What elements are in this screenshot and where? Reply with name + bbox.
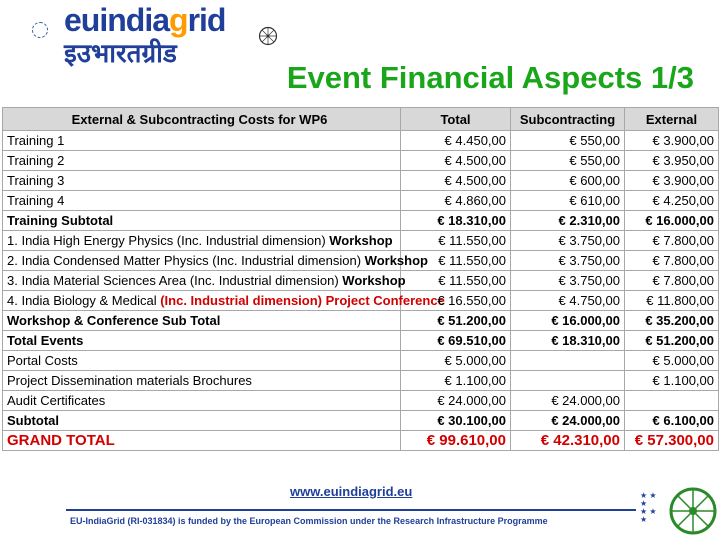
row-subcontracting: € 4.750,00 [511, 291, 625, 311]
row-subcontracting: € 3.750,00 [511, 251, 625, 271]
table-row [3, 351, 719, 371]
row-external: € 4.250,00 [625, 191, 719, 211]
row-subcontracting: € 18.310,00 [511, 331, 625, 351]
row-label: Training Subtotal [3, 211, 401, 231]
row-subcontracting: € 2.310,00 [511, 211, 625, 231]
row-label-event-type: (Inc. Industrial dimension) Project Conference [160, 293, 445, 308]
column-header-external: External [625, 108, 719, 131]
row-total: € 51.200,00 [401, 311, 511, 331]
logo-text-english: euindiagrid [64, 2, 226, 38]
row-external: € 6.100,00 [625, 411, 719, 431]
table-row-total-events [3, 331, 719, 351]
row-external: € 51.200,00 [625, 331, 719, 351]
row-subcontracting [511, 371, 625, 391]
row-total: € 4.500,00 [401, 171, 511, 191]
row-label: Subtotal [3, 411, 401, 431]
row-total: € 4.500,00 [401, 151, 511, 171]
table-row [3, 391, 719, 411]
table-row [3, 291, 719, 311]
row-total: € 18.310,00 [401, 211, 511, 231]
column-header-description: External & Subcontracting Costs for WP6 [3, 108, 401, 131]
table-row [3, 371, 719, 391]
row-subcontracting: € 24.000,00 [511, 411, 625, 431]
row-label: Training 3 [3, 171, 401, 191]
table-row [3, 191, 719, 211]
table-row-workshop-subtotal [3, 311, 719, 331]
row-label-text: 2. India Condensed Matter Physics (Inc. Industrial dimension) [7, 253, 365, 268]
table-row [3, 271, 719, 291]
table-row-training-subtotal [3, 211, 719, 231]
table-row [3, 231, 719, 251]
row-label [3, 271, 406, 291]
row-total: € 5.000,00 [401, 351, 511, 371]
row-external: € 1.100,00 [625, 371, 719, 391]
row-label-text: 1. India High Energy Physics (Inc. Industrial dimension) [7, 233, 330, 248]
row-label-event-type: Workshop [342, 273, 406, 288]
row-label: Portal Costs [3, 351, 401, 371]
row-label: GRAND TOTAL [3, 431, 401, 451]
table-row [3, 171, 719, 191]
row-subcontracting: € 610,00 [511, 191, 625, 211]
row-external: € 7.800,00 [625, 251, 719, 271]
row-subcontracting: € 16.000,00 [511, 311, 625, 331]
row-label [3, 291, 445, 311]
table-row [3, 251, 719, 271]
row-external: € 11.800,00 [625, 291, 719, 311]
row-subcontracting: € 600,00 [511, 171, 625, 191]
row-total: € 99.610,00 [401, 431, 511, 451]
row-subcontracting: € 3.750,00 [511, 271, 625, 291]
website-link[interactable]: www.euindiagrid.eu [290, 484, 413, 499]
row-label: Project Dissemination materials Brochures [3, 371, 401, 391]
row-external: € 7.800,00 [625, 271, 719, 291]
row-label [3, 231, 401, 251]
row-subcontracting: € 24.000,00 [511, 391, 625, 411]
row-subcontracting: € 3.750,00 [511, 231, 625, 251]
row-external: € 3.950,00 [625, 151, 719, 171]
row-external: € 3.900,00 [625, 131, 719, 151]
row-external: € 16.000,00 [625, 211, 719, 231]
logo-text-hindi: इउभारतग्रीड [64, 38, 177, 68]
row-label [3, 251, 428, 271]
table-row [3, 151, 719, 171]
ashoka-chakra-icon [258, 26, 278, 46]
table-header-row [3, 108, 719, 131]
ashoka-chakra-green-icon [668, 486, 718, 536]
table-row-grand-total [3, 431, 719, 451]
row-total: € 1.100,00 [401, 371, 511, 391]
row-subcontracting: € 42.310,00 [511, 431, 625, 451]
row-total: € 30.100,00 [401, 411, 511, 431]
row-total: € 69.510,00 [401, 331, 511, 351]
row-subcontracting: € 550,00 [511, 151, 625, 171]
table-row [3, 131, 719, 151]
row-external: € 35.200,00 [625, 311, 719, 331]
row-total: € 4.450,00 [401, 131, 511, 151]
row-external [625, 391, 719, 411]
row-label: Audit Certificates [3, 391, 401, 411]
row-total: € 4.860,00 [401, 191, 511, 211]
row-total: € 11.550,00 [401, 271, 511, 291]
row-label-event-type: Workshop [364, 253, 428, 268]
row-external: € 3.900,00 [625, 171, 719, 191]
row-total: € 11.550,00 [401, 251, 511, 271]
table-row-subtotal [3, 411, 719, 431]
row-label-text: 3. India Material Sciences Area (Inc. Industrial dimension) [7, 273, 343, 288]
page-title: Event Financial Aspects 1/3 [286, 60, 694, 95]
row-total: € 16.550,00 [401, 291, 511, 311]
footer-divider [66, 509, 636, 511]
row-total: € 11.550,00 [401, 231, 511, 251]
row-label: Training 2 [3, 151, 401, 171]
row-label-text: 4. India Biology & Medical [7, 293, 161, 308]
row-label-event-type: Workshop [329, 233, 393, 248]
row-total: € 24.000,00 [401, 391, 511, 411]
row-label: Total Events [3, 331, 401, 351]
row-external: € 57.300,00 [625, 431, 719, 451]
row-label: Workshop & Conference Sub Total [3, 311, 401, 331]
row-external: € 5.000,00 [625, 351, 719, 371]
row-subcontracting [511, 351, 625, 371]
logo-circle-icon [32, 22, 48, 38]
eu-stars-icon: ★ ★ ★ ★ ★ ★ [640, 491, 657, 524]
column-header-total: Total [401, 108, 511, 131]
funding-statement: EU-IndiaGrid (RI-031834) is funded by the European Commission under the Research Infrastructure Programme [70, 516, 548, 526]
row-label: Training 4 [3, 191, 401, 211]
cost-table [2, 107, 719, 451]
row-subcontracting: € 550,00 [511, 131, 625, 151]
euindiagrid-logo [28, 2, 288, 68]
row-external: € 7.800,00 [625, 231, 719, 251]
row-label: Training 1 [3, 131, 401, 151]
column-header-subcontracting: Subcontracting [511, 108, 625, 131]
